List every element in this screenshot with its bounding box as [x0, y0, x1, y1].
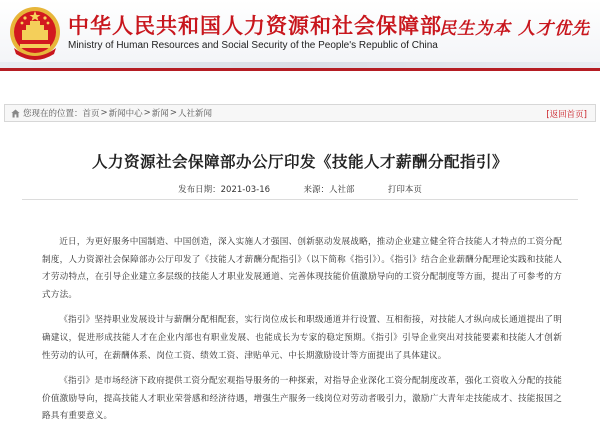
print-page-link[interactable]: 打印本页: [387, 185, 422, 195]
article-paragraph: 《指引》坚持职业发展设计与薪酬分配相配套，实行岗位成长和职级通道并行设置、互相衔接，对技能人才纵向成长通道提出了明确建议，促进形成技能人才在企业内部也有职业发展、也能成长为专家的稳定预期。《指引》引导企业突出对技能要素和技能人才创新性劳动的认可，在薪酬体系、岗位工资、绩效工资、津贴单元、中长期激励设计等方面提出了具体建议。: [42, 315, 562, 361]
home-icon: [11, 109, 20, 118]
site-subtitle: Ministry of Human Resources and Social Security of the People's Republic of China: [68, 40, 438, 51]
article-paragraph: 近日，为更好服务中国制造、中国创造，深入实施人才强国、创新驱动发展战略，推动企业建立健全符合技能人才特点的工资分配制度，人力资源社会保障部办公厅印发了《技能人才薪酬分配指引》（以下简称《指引》）。《指引》结合企业薪酬分配理论实践和技能人才劳动特点，在引导企业建立多层级的技能人才职业发展通道、完善体现技能价值激励导向的工资分配制度等方面，提出了可参考的方式方法。: [42, 237, 562, 300]
national-emblem-icon[interactable]: [8, 4, 62, 62]
article-source: 人社部: [328, 185, 355, 195]
breadcrumb-prefix: 您现在的位置：: [23, 109, 83, 119]
breadcrumb-news[interactable]: 新闻: [151, 109, 169, 119]
date-label: 发布日期：: [178, 185, 221, 195]
back-home-link[interactable]: [返回首页]: [546, 110, 587, 120]
site-slogan: 民生为本 人才优先: [439, 19, 590, 39]
article-meta: [0, 183, 600, 195]
meta-divider: [22, 199, 578, 200]
breadcrumb-separator: >: [143, 108, 151, 118]
site-header: [0, 0, 600, 68]
breadcrumb: [4, 104, 596, 122]
article-title: 人力资源社会保障部办公厅印发《技能人才薪酬分配指引》: [91, 152, 508, 171]
breadcrumb-separator: >: [100, 108, 108, 118]
breadcrumb-home[interactable]: 首页: [82, 109, 100, 119]
breadcrumb-news-center[interactable]: 新闻中心: [108, 109, 143, 119]
header-divider: [0, 68, 600, 71]
site-title: 中华人民共和国人力资源和社会保障部: [68, 13, 442, 38]
article-body: [42, 234, 562, 424]
source-label: 来源：: [303, 185, 329, 195]
publish-date: 2021-03-16: [220, 185, 271, 195]
breadcrumb-separator: >: [169, 108, 177, 118]
article-paragraph: 《指引》是市场经济下政府提供工资分配宏观指导服务的一种探索，对指导企业深化工资分配制度改革，强化工资收入分配的技能价值激励导向，提高技能人才职业荣誉感和经济待遇，增强生产服务一线岗位对劳动者吸引力，激励广大青年走技能成才、技能报国之路具有重要意义。: [42, 376, 562, 422]
breadcrumb-hrss-news[interactable]: 人社新闻: [177, 109, 212, 119]
